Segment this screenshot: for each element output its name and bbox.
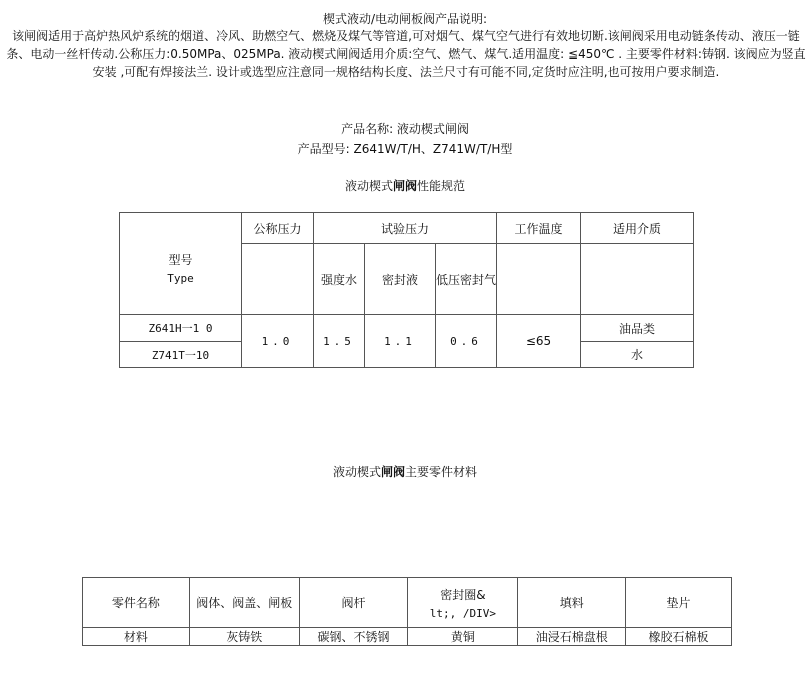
header-low-pressure-seal-gas: 低压密封气	[436, 244, 497, 315]
cell-work-temp: ≤65	[497, 315, 581, 368]
header-work-temp: 工作温度	[497, 213, 581, 244]
parts-title-prefix: 液动楔式	[332, 465, 381, 479]
header-model	[120, 213, 242, 315]
table-row	[83, 628, 732, 646]
cell-low-pressure-seal-gas: 0.6	[436, 315, 497, 368]
parts-header-part-name: 零件名称	[83, 578, 190, 628]
parts-header-seal-ring-line2: lt;, /DIV>	[429, 606, 496, 620]
product-model: 产品型号: Z641W/T/H、Z741W/T/H型	[297, 142, 513, 156]
parts-header-stem: 阀杆	[299, 578, 408, 628]
header-strength-water: 强度水	[314, 244, 365, 315]
spec-title-prefix: 液动楔式	[344, 179, 393, 193]
product-name: 产品名称: 液动楔式闸阀	[341, 122, 469, 136]
header-model-label: 型号	[168, 252, 193, 267]
spec-title-bold: 闸阀	[392, 179, 417, 193]
parts-cell-seal-ring-material: 黄铜	[408, 628, 518, 646]
parts-cell-packing-material: 油浸石棉盘根	[518, 628, 626, 646]
parts-header-body: 阀体、阀盖、闸板	[189, 578, 299, 628]
header-medium: 适用介质	[581, 213, 694, 244]
cell-nominal-pressure: 1.0	[242, 315, 314, 368]
header-nominal-pressure: 公称压力	[242, 213, 314, 244]
row-model: Z641H一1 0	[120, 315, 242, 342]
header-empty	[581, 244, 694, 315]
parts-header-packing: 填料	[518, 578, 626, 628]
header-empty	[242, 244, 314, 315]
intro-description: 该闸阀适用于高炉热风炉系统的烟道、冷风、助燃空气、燃烧及煤气等管道,可对烟气、煤气空气进行有效地切断.该闸阀采用电动链条传动、液压一链条、电动一丝杆传动.公称压力:0.50MPa、025MPa. 液动楔式闸阀适用介质:空气、燃气、煤气.适用温度: ≦450℃ . 主要零件材料:铸钢. 该阀应为竖直安装 ,可配有焊接法兰. 设计或选型应注意同一规格结构长度、法兰尺寸有可能不同,定货时应注明,也可按用户要求制造.	[6, 29, 806, 79]
spec-table	[119, 212, 694, 368]
parts-header-seal-ring	[408, 578, 518, 628]
header-test-pressure: 试验压力	[314, 213, 497, 244]
parts-title-bold: 闸阀	[380, 465, 405, 479]
row-medium: 油品类	[581, 315, 694, 342]
parts-header-seal-ring-line1: 密封圈&	[440, 587, 486, 602]
row-medium: 水	[581, 342, 694, 368]
intro-title: 楔式液动/电动闸板阀产品说明:	[322, 12, 488, 26]
parts-table	[82, 577, 732, 646]
parts-header-gasket: 垫片	[626, 578, 732, 628]
row-model: Z741T一10	[120, 342, 242, 368]
parts-cell-gasket-material: 橡胶石棉板	[626, 628, 732, 646]
header-empty	[497, 244, 581, 315]
parts-cell-material-label: 材料	[83, 628, 190, 646]
cell-strength-water: 1.5	[314, 315, 365, 368]
spec-title-suffix: 性能规范	[417, 179, 466, 193]
parts-table-title	[0, 464, 810, 480]
parts-cell-body-material: 灰铸铁	[189, 628, 299, 646]
spec-table-title	[0, 178, 810, 194]
header-seal-liquid: 密封液	[365, 244, 436, 315]
parts-title-suffix: 主要零件材料	[405, 465, 478, 479]
table-row	[120, 315, 694, 342]
header-model-en: Type	[167, 271, 194, 285]
parts-cell-stem-material: 碳钢、不锈钢	[299, 628, 408, 646]
cell-seal-liquid: 1.1	[365, 315, 436, 368]
